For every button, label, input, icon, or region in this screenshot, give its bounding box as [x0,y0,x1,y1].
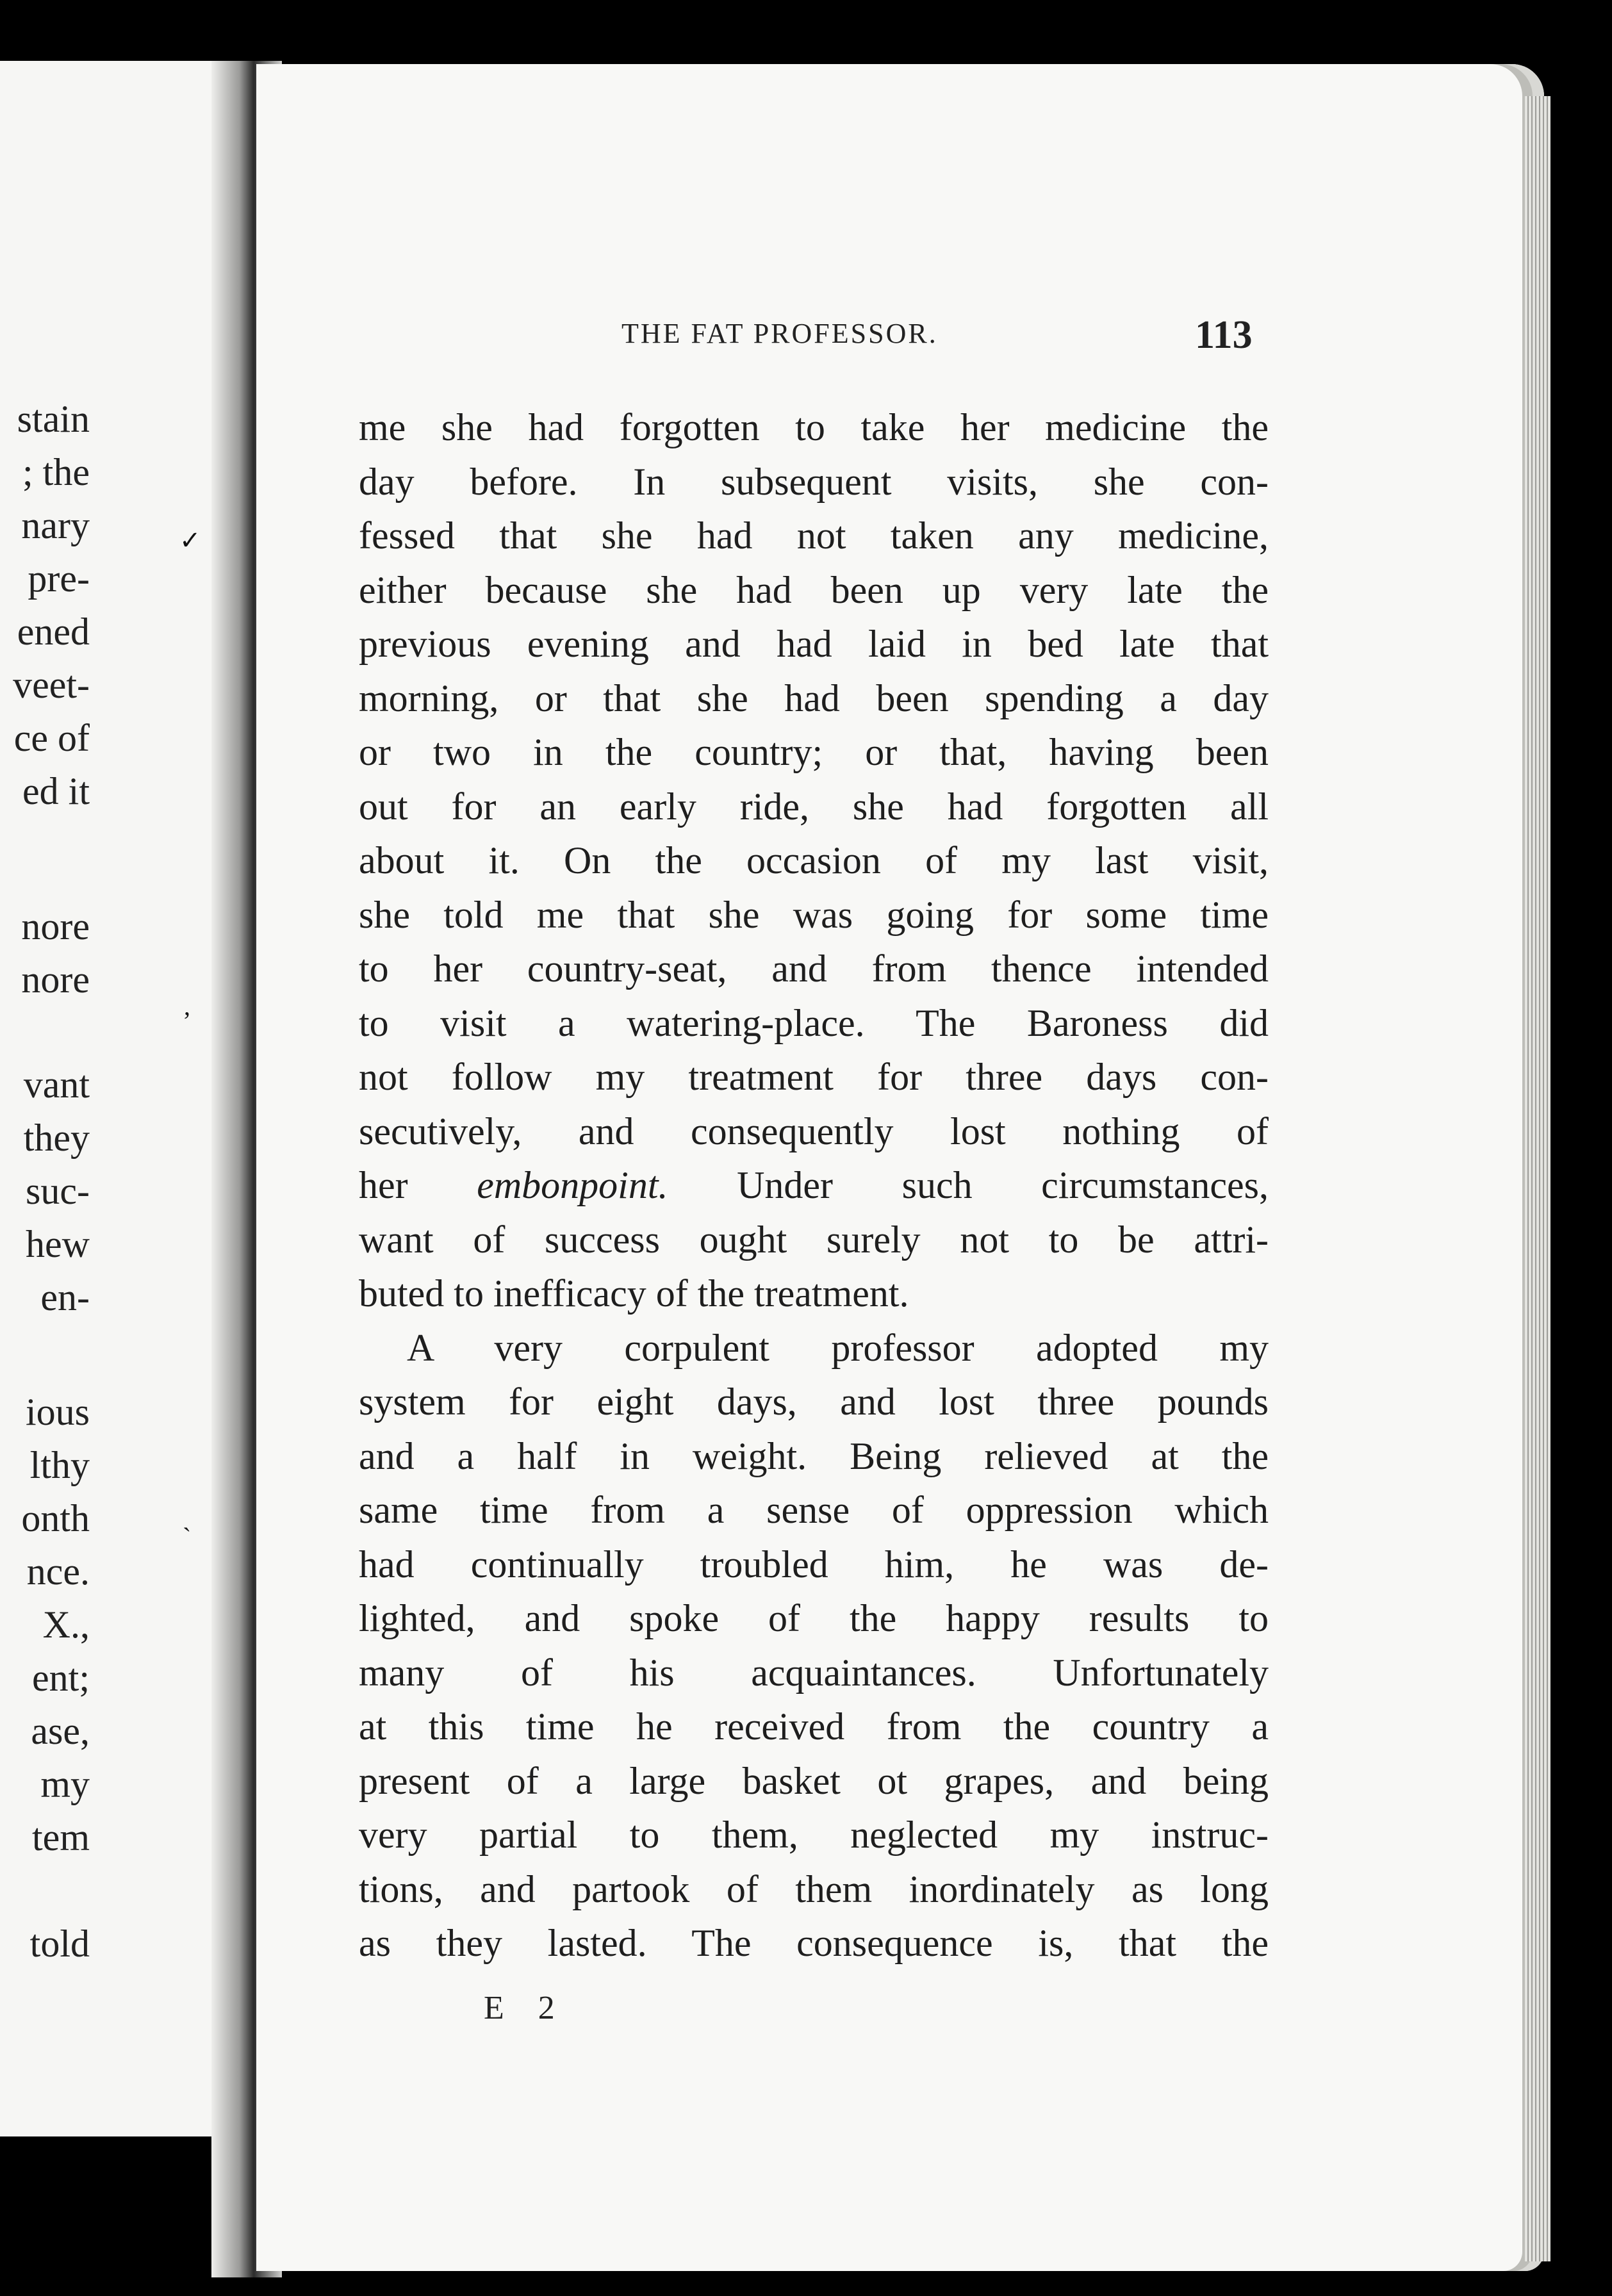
left-fragment: ase, [31,1710,90,1752]
text-segment: Under such circumstances, [668,1164,1269,1206]
text-line: at this time he received from the country a [359,1705,1269,1748]
text-line: fessed that she had not taken any medicine, [359,514,1269,557]
text-line-with-italic [359,1158,1269,1213]
left-fragment: ent; [32,1657,90,1699]
left-fragment: X., [42,1603,90,1646]
text-line: very partial to them, neglected my instruc- [359,1814,1269,1856]
left-fragment: ious [25,1391,90,1433]
left-fragment: veet- [13,664,90,706]
margin-mark: ʼ [183,1006,192,1035]
left-fragment: suc- [26,1170,90,1212]
left-fragment: ce of [13,717,90,759]
text-line: as they lasted. The consequence is, that the [359,1922,1269,1964]
margin-mark: ✓ [179,526,201,555]
text-line: lighted, and spoke of the happy results to [359,1597,1269,1639]
text-line: to visit a watering-place. The Baroness did [359,1001,1269,1044]
left-fragment: en- [40,1276,90,1318]
text-line: buted to inefficacy of the treatment. [359,1272,909,1315]
left-fragment: lthy [29,1444,90,1486]
page-number: 113 [1195,313,1253,357]
text-line: same time from a sense of oppression which [359,1489,1269,1531]
left-fragment: ened [17,611,90,653]
text-line: many of his acquaintances. Unfortunately [359,1651,1269,1694]
left-fragment: onth [21,1497,90,1539]
text-line: she told me that she was going for some time [359,893,1269,936]
text-line: previous evening and had laid in bed late that [359,623,1269,665]
text-line: either because she had been up very late the [359,568,1269,611]
left-fragment: vant [23,1063,90,1106]
text-line: had continually troubled him, he was de- [359,1543,1269,1586]
left-fragment: they [23,1117,90,1159]
text-line: or two in the country; or that, having been [359,731,1269,773]
text-line: and a half in weight. Being relieved at the [359,1434,1269,1477]
signature-mark: E 2 [484,1990,568,2026]
text-line: morning, or that she had been spending a day [359,676,1269,719]
text-line: day before. In subsequent visits, she con- [359,460,1269,503]
text-line: about it. On the occasion of my last visit, [359,839,1269,882]
left-fragment: ed it [22,770,90,812]
text-line: present of a large basket ot grapes, and being [359,1759,1269,1802]
left-fragment: my [40,1763,90,1805]
text-line: tions, and partook of them inordinately as long [359,1867,1269,1910]
text-line: to her country-seat, and from thence intended [359,947,1269,990]
text-line: out for an early ride, she had forgotten all [359,785,1269,828]
left-fragment: nary [21,504,90,546]
margin-mark: ˎ [183,1503,192,1532]
left-fragment: nce. [26,1550,90,1593]
page-edge [1525,96,1550,2261]
text-segment: her [359,1164,477,1206]
left-fragment: hew [26,1223,90,1265]
italic-word: embonpoint. [477,1164,668,1206]
left-page [0,61,234,2136]
left-fragment: ; the [22,451,90,493]
left-fragment: nore [21,905,90,947]
left-fragment: pre- [28,557,90,600]
left-fragment: stain [17,398,90,440]
body-text [359,400,1269,1971]
text-line: want of success ought surely not to be attri- [359,1218,1269,1261]
left-fragment: nore [21,958,90,1001]
text-line: not follow my treatment for three days con- [359,1056,1269,1098]
running-head: THE FAT PROFESSOR. [621,318,938,349]
text-line: me she had forgotten to take her medicine the [359,406,1269,448]
left-fragment: told [29,1923,90,1965]
paragraph-start: A very corpulent professor adopted my [407,1326,1269,1369]
text-line: system for eight days, and lost three pounds [359,1381,1269,1423]
text-line: secutively, and consequently lost nothing of [359,1110,1269,1152]
left-fragment: tem [32,1816,90,1858]
